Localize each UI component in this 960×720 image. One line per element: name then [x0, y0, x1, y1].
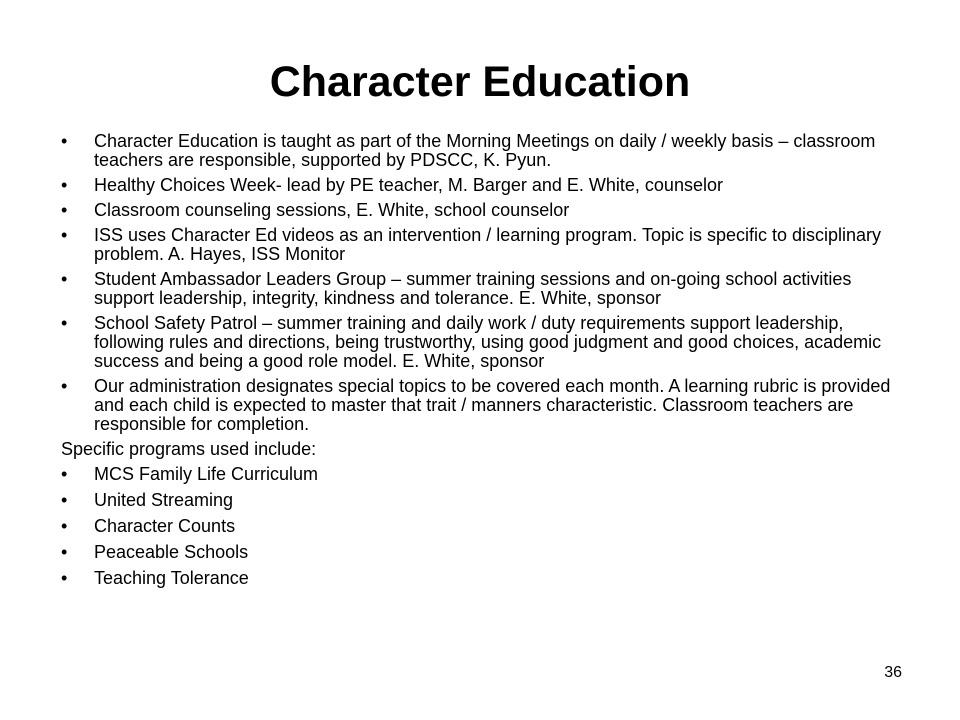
bullet-text: School Safety Patrol – summer training and daily work / duty requirements support leadership, following rules and directions, being trustworthy, using good judgment and good choices, academic success and being a good role model. E. White, sponsor — [94, 313, 882, 371]
bullet-text: ISS uses Character Ed videos as an intervention / learning program. Topic is specific to disciplinary problem. A. Hayes, ISS Monitor — [94, 225, 882, 264]
program-item — [61, 543, 911, 562]
program-item — [61, 517, 911, 536]
bullet-point-icon: • — [61, 200, 68, 220]
bullet-point-icon: • — [61, 269, 68, 289]
bullet-text: Healthy Choices Week- lead by PE teacher, M. Barger and E. White, counselor — [94, 175, 723, 195]
slide-body — [61, 132, 911, 595]
bullet-item — [61, 314, 911, 371]
program-text: United Streaming — [94, 490, 234, 510]
programs-list — [61, 465, 911, 588]
programs-intro: Specific programs used include: — [61, 439, 317, 459]
program-text: Character Counts — [94, 516, 236, 536]
bullet-point-icon: • — [61, 516, 68, 536]
bullet-point-icon: • — [61, 376, 68, 396]
bullet-item — [61, 377, 911, 434]
bullet-point-icon: • — [61, 313, 68, 333]
program-item — [61, 569, 911, 588]
program-item — [61, 465, 911, 484]
bullet-text: Classroom counseling sessions, E. White, school counselor — [94, 200, 570, 220]
bullet-point-icon: • — [61, 542, 68, 562]
bullet-point-icon: • — [61, 131, 68, 151]
program-item — [61, 491, 911, 510]
bullet-list — [61, 132, 911, 434]
slide-title: Character Education — [269, 58, 691, 106]
bullet-item — [61, 201, 911, 220]
bullet-item — [61, 226, 911, 264]
bullet-text: Our administration designates special topics to be covered each month. A learning rubric is provided and each child is expected to master that trait / manners characteristic. Classroom teachers are responsible for completion. — [94, 376, 891, 434]
bullet-point-icon: • — [61, 175, 68, 195]
bullet-point-icon: • — [61, 464, 68, 484]
bullet-item — [61, 270, 911, 308]
bullet-item — [61, 176, 911, 195]
bullet-text: Character Education is taught as part of the Morning Meetings on daily / weekly basis – classroom teachers are responsible, supported by PDSCC, K. Pyun. — [94, 131, 876, 170]
bullet-point-icon: • — [61, 225, 68, 245]
page-number: 36 — [884, 664, 902, 681]
bullet-point-icon: • — [61, 568, 68, 588]
program-text: MCS Family Life Curriculum — [94, 464, 319, 484]
program-text: Peaceable Schools — [94, 542, 249, 562]
bullet-point-icon: • — [61, 490, 68, 510]
program-text: Teaching Tolerance — [94, 568, 249, 588]
bullet-item — [61, 132, 911, 170]
bullet-text: Student Ambassador Leaders Group – summer training sessions and on-going school activities support leadership, integrity, kindness and tolerance. E. White, sponsor — [94, 269, 852, 308]
